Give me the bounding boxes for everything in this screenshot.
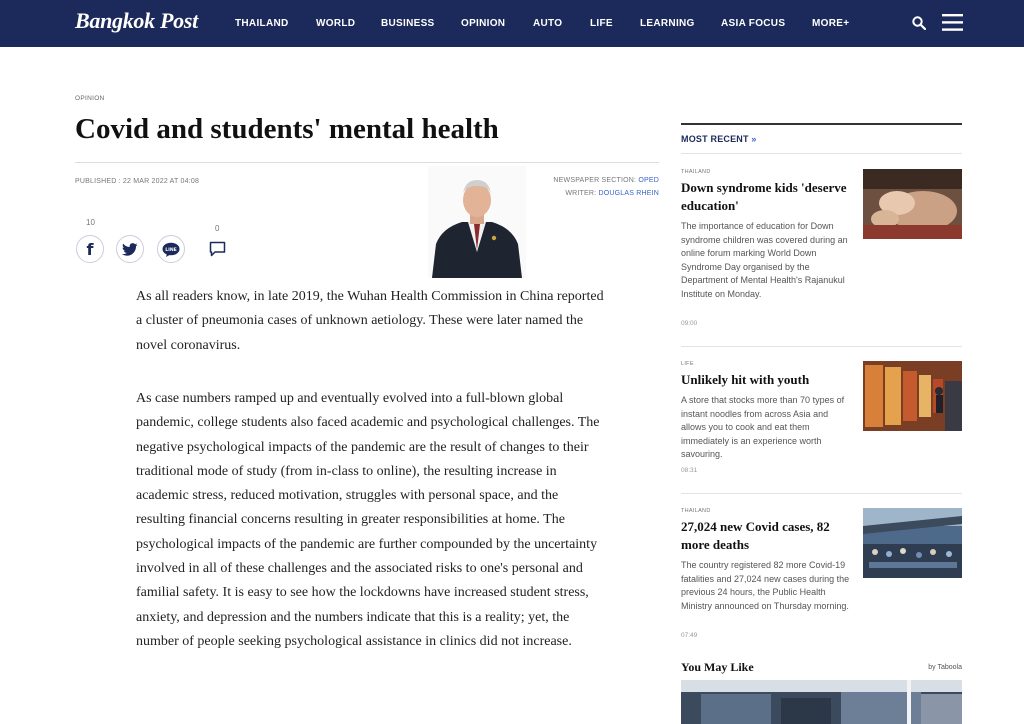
menu-icon[interactable] [942,14,963,31]
you-may-like-heading: You May Like [681,660,754,674]
news-item-title[interactable]: Unlikely hit with youth [681,372,810,387]
news-item-time: 07:49 [681,632,698,639]
divider [681,346,962,347]
line-share-button[interactable] [157,235,185,263]
author-photo [428,166,526,278]
nav-item-learning[interactable]: LEARNING [640,18,695,29]
news-item-section[interactable]: THAILAND [681,508,711,514]
top-navigation-bar [0,0,1024,47]
newspaper-section-value[interactable]: OPED [638,177,659,184]
nav-item-thailand[interactable]: THAILAND [235,18,289,29]
twitter-share-button[interactable] [116,235,144,263]
nav-item-business[interactable]: BUSINESS [381,18,435,29]
nav-item-life[interactable]: LIFE [590,18,613,29]
twitter-icon [122,243,138,256]
facebook-share-button[interactable] [76,235,104,263]
search-icon[interactable] [912,16,926,30]
news-item-thumbnail[interactable] [863,361,962,431]
newspaper-section-label: NEWSPAPER SECTION: [553,177,639,184]
newspaper-section [553,177,659,184]
news-item-description: The country registered 82 more Covid-19 fatalities and 27,024 new cases during the previous 24 hours, the Public Health Ministry announced on Thursday morning. [681,560,850,611]
article-title: Covid and students' mental health [75,113,499,145]
taboola-label[interactable]: by Taboola [928,664,962,671]
nav-item-auto[interactable]: AUTO [533,18,563,29]
nav-item-opinion[interactable]: OPINION [461,18,506,29]
news-item-time: 08:31 [681,467,698,474]
nav-item-world[interactable]: WORLD [316,18,356,29]
chevron-right-icon: » [751,134,757,144]
news-item-description: The importance of education for Down syndrome children was covered during an online forum marking World Down Syndrome Day organised by the Department of Mental Health's Rajanukul Institute on Monday. [681,221,848,299]
news-item-time: 09:00 [681,320,698,327]
divider [681,153,962,154]
news-item-section[interactable]: THAILAND [681,169,711,175]
nav-item-asia-focus[interactable]: ASIA FOCUS [721,18,786,29]
writer-label: WRITER: [565,190,599,197]
news-item-title[interactable]: 27,024 new Covid cases, 82 more deaths [681,519,830,552]
comment-count: 0 [215,224,220,233]
most-recent-label: MOST RECENT [681,134,749,144]
news-item-title[interactable]: Down syndrome kids 'deserve education' [681,180,847,213]
news-item-thumbnail[interactable] [863,169,962,239]
most-recent-heading[interactable] [681,134,757,144]
writer-name[interactable]: DOUGLAS RHEIN [598,190,659,197]
svg-text:LINE: LINE [165,247,177,253]
site-logo[interactable]: Bangkok Post [75,8,198,33]
nav-item-more[interactable]: MORE+ [812,18,850,29]
sponsored-thumbnail[interactable] [681,680,962,724]
writer-line [565,190,659,197]
divider [681,493,962,494]
sidebar-top-rule [681,123,962,125]
news-item-thumbnail[interactable] [863,508,962,578]
article-section-label[interactable]: OPINION [75,95,105,102]
title-divider [75,162,659,163]
line-icon [162,242,180,257]
share-count: 10 [86,218,95,227]
facebook-icon: f [86,239,94,259]
news-item-description: A store that stocks more than 70 types of instant noodles from across Asia and allows you to cook and eat them immediately is an experience worth savouring. [681,395,845,460]
news-item-section[interactable]: LIFE [681,361,694,367]
article-paragraph: As all readers know, in late 2019, the Wuhan Health Commission in China reported a cluster of pneumonia cases of unknown aetiology. These were later named the novel coronavirus. [136,289,604,353]
published-date: PUBLISHED : 22 MAR 2022 AT 04:08 [75,178,200,185]
article-paragraph: As case numbers ramped up and eventually evolved into a full-blown global pandemic, college students also faced academic and psychological challenges. The negative psychological impacts of the pandemic are the result of changes to their traditional mode of study (from in-class to online), the resulting increase in academic stress, reduced motivation, struggles with personal space, and the resulting financial concerns resulting in greater responsibilities at home. The psychological impacts of the pandemic are further compounded by the uncertainty involved in all of these challenges and the associated risks to one's personal and familial safety. It is easy to see how the lockdowns have increased student stress, anxiety, and depression and the numbers indicate that this is a reality; yet, the number of people seeking psychological assistance in clinics did not increase. [136,391,600,649]
comment-icon[interactable] [209,241,226,257]
